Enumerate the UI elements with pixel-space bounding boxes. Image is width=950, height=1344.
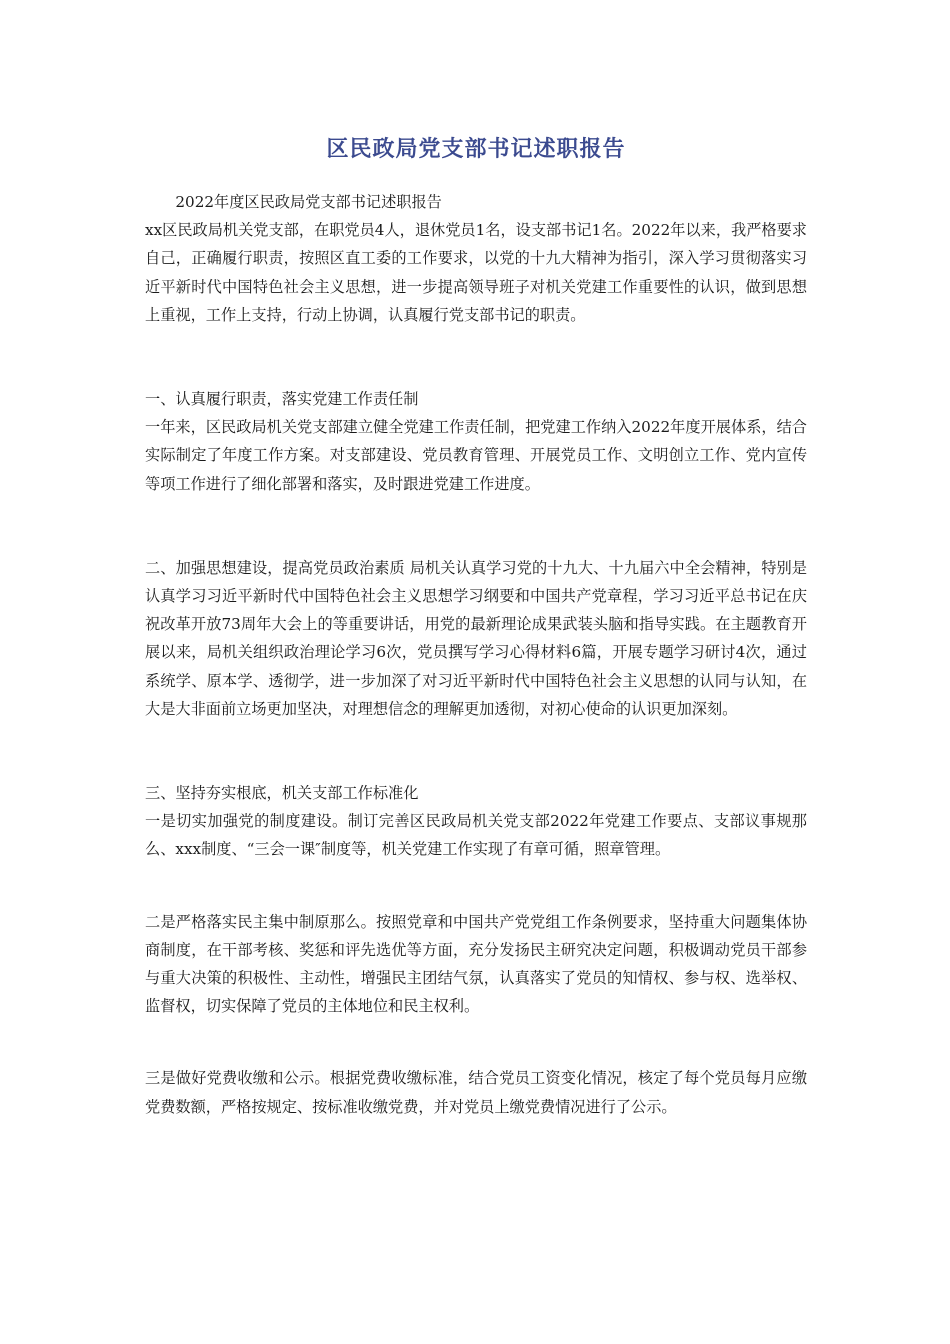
section-1-heading: 一、认真履行职责，落实党建工作责任制 xyxy=(145,390,419,409)
section-1-body: 一年来，区民政局机关党支部建立健全党建工作责任制，把党建工作纳入2022年度开展体系，结合实际制定了年度工作方案。对支部建设、党员教育管理、开展党员工作、文明创立工作、党内宣传等项工作进行了细化部署和落实，及时跟进党建工作进度。 xyxy=(145,418,807,493)
spacer xyxy=(145,723,807,779)
spacer xyxy=(145,864,807,908)
intro-paragraph: xx区民政局机关党支部，在职党员4人，退休党员1名，设支部书记1名。2022年以来，我严格要求自己，正确履行职责，按照区直工委的工作要求，以党的十九大精神为指引，深入学习贯彻落实习近平新时代中国特色社会主义思想，进一步提高领导班子对机关党建工作重要性的认识，做到思想上重视，工作上支持，行动上协调，认真履行党支部书记的职责。 xyxy=(145,221,807,324)
document-page xyxy=(145,128,807,1121)
spacer xyxy=(145,329,807,385)
section-2-body: 二、加强思想建设，提高党员政治素质 局机关认真学习党的十九大、十九届六中全会精神，特别是认真学习习近平新时代中国特色社会主义思想学习纲要和中国共产党章程，学习习近平总书记在庆祝改革开放73周年大会上的等重要讲话，用党的最新理论成果武装头脑和指导实践。在主题教育开展以来，局机关组织政治理论学习6次，党员撰写学习心得材料6篇，开展专题学习研讨4次，通过系统学、原本学、透彻学，进一步加深了对习近平新时代中国特色社会主义思想的认同与认知，在大是大非面前立场更加坚决，对理想信念的理解更加透彻，对初心使命的认识更加深刻。 xyxy=(145,558,807,718)
document-title: 区民政局党支部书记述职报告 xyxy=(326,137,626,162)
document-subtitle: 2022年度区民政局党支部书记述职报告 xyxy=(175,193,442,211)
section-3-heading: 三、坚持夯实根底，机关支部工作标准化 xyxy=(145,784,419,803)
section-3-item-2: 二是严格落实民主集中制原那么。按照党章和中国共产党党组工作条例要求，坚持重大问题集体协商制度，在干部考核、奖惩和评先选优等方面，充分发扬民主研究决定问题，积极调动党员干部参与重大决策的积极性、主动性，增强民主团结气氛，认真落实了党员的知情权、参与权、选举权、监督权，切实保障了党员的主体地位和民主权利。 xyxy=(145,912,807,1016)
spacer xyxy=(145,498,807,554)
spacer xyxy=(145,1020,807,1064)
section-3-item-1: 一是切实加强党的制度建设。制订完善区民政局机关党支部2022年党建工作要点、支部议事规那么、xxx制度、“三会一课″制度等，机关党建工作实现了有章可循，照章管理。 xyxy=(145,812,807,859)
section-3-item-3: 三是做好党费收缴和公示。根据党费收缴标准，结合党员工资变化情况，核定了每个党员每月应缴党费数额，严格按规定、按标准收缴党费，并对党员上缴党费情况进行了公示。 xyxy=(145,1069,807,1116)
